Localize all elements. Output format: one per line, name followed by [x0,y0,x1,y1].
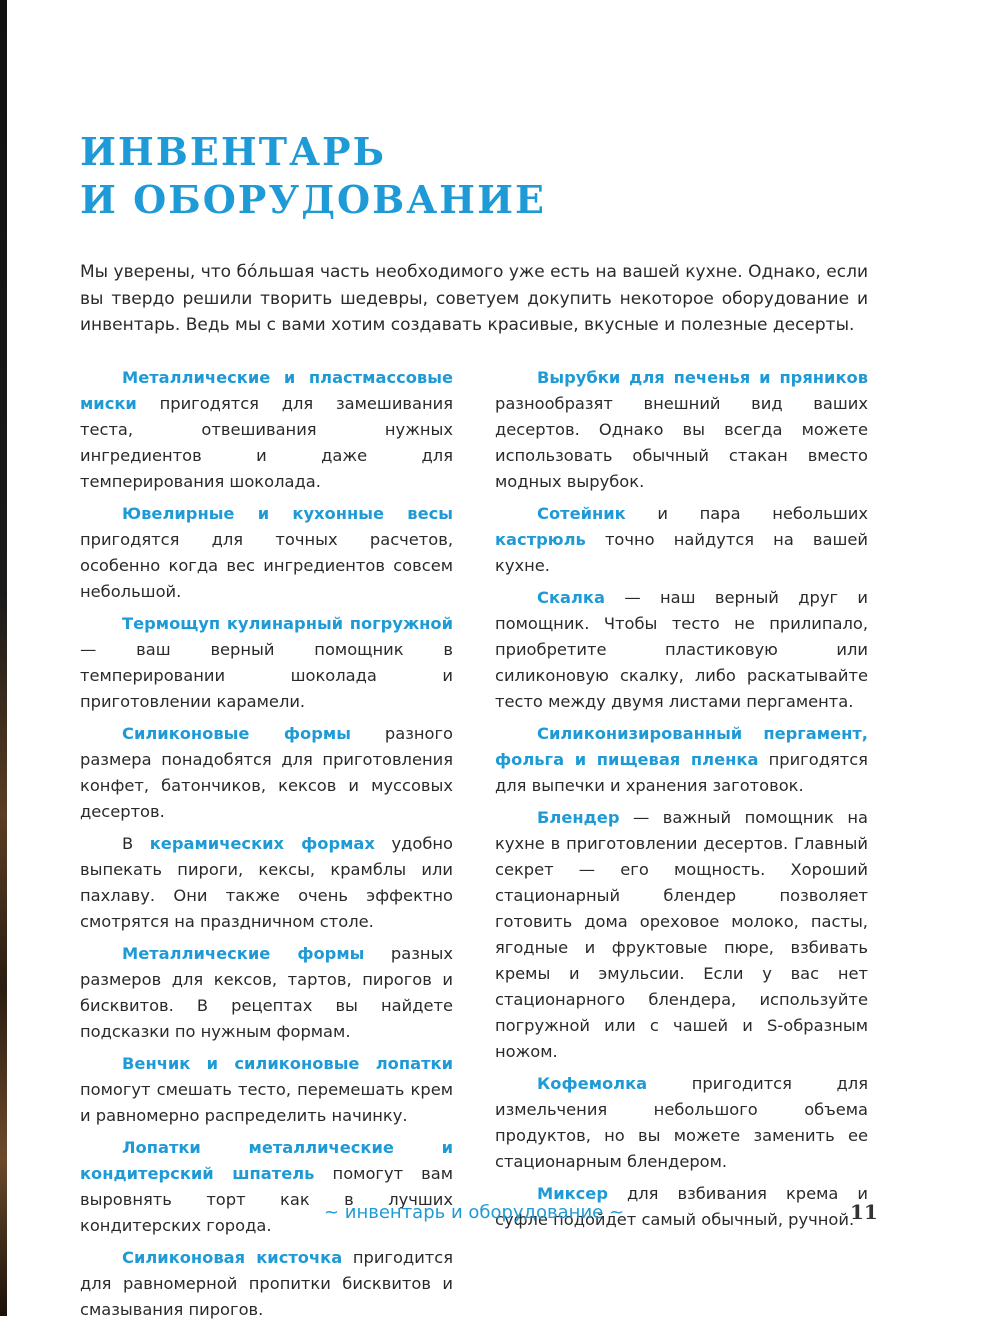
item-text: помогут вам выровнять торт как в лучших кондитерских города. [80,1164,453,1235]
item-term: керамических формах [149,834,375,853]
title-line-2: И ОБОРУДОВАНИЕ [80,177,546,222]
item-text: В [122,834,150,853]
item-text: пригодятся для замешивания теста, отвешивания нужных ингредиентов и даже для темперирования шоколада. [80,394,453,491]
item-text: пригодятся для выпечки и хранения заготовок. [495,750,868,795]
item-paragraph [495,585,868,715]
item-paragraph [80,721,453,825]
item-term: Ювелирные и кухонные весы [122,504,453,523]
page-number: 11 [850,1200,878,1224]
item-paragraph [80,501,453,605]
item-term: Силиконовые формы [122,724,351,743]
item-paragraph [495,805,868,1065]
item-text: точно найдутся на вашей кухне. [495,530,868,575]
item-term: Термощуп кулинарный погружной [122,614,453,633]
item-paragraph [495,365,868,495]
item-term: Венчик и силиконовые лопатки [122,1054,453,1073]
book-spine-edge [0,0,7,1316]
title-line-1: ИНВЕНТАРЬ [80,129,386,174]
item-text: разных размеров для кексов, тартов, пирогов и бисквитов. В рецептах вы найдете подсказки по нужным формам. [80,944,453,1041]
item-text: удобно выпекать пироги, кексы, крамблы или пахлаву. Они также очень эффектно смотрятся на праздничном столе. [80,834,453,931]
item-text: — наш верный друг и помощник. Чтобы тесто не прилипало, приобретите пластиковую или силиконовую скалку, либо раскатывайте тесто между двумя листами пергамента. [495,588,868,711]
item-paragraph [80,1245,453,1323]
item-paragraph [80,1135,453,1239]
item-paragraph [80,941,453,1045]
item-text: пригодится для измельчения небольшого объема продуктов, но вы можете заменить ее стационарным блендером. [495,1074,868,1171]
item-paragraph [80,365,453,495]
item-term: Лопатки металлические и кондитерский шпатель [80,1138,453,1183]
item-text: — ваш верный помощник в темперировании шоколада и приготовлении карамели. [80,640,453,711]
item-term: Сотейник [537,504,626,523]
item-text: и пара небольших [625,504,868,523]
item-paragraph [495,721,868,799]
item-paragraph [495,1071,868,1175]
item-text: разного размера понадобятся для приготовления конфет, батончиков, кексов и муссовых десертов. [80,724,454,821]
intro-paragraph: Мы уверены, что бóльшая часть необходимого уже есть на вашей кухне. Однако, если вы твердо решили творить шедевры, советуем докупить некоторое оборудование и инвентарь. Ведь мы с вами хотим создавать красивые, вкусные и полезные десерты. [80,262,868,335]
left-column [80,365,453,1329]
right-column [495,365,868,1239]
item-term: Скалка [537,588,605,607]
item-term: Кофемолка [537,1074,648,1093]
item-text: помогут смешать тесто, перемешать крем и равномерно распределить начинку. [80,1080,453,1125]
item-text: пригодятся для точных расчетов, особенно когда вес ингредиентов совсем небольшой. [80,530,453,601]
item-text: разнообразят внешний вид ваших десертов. Однако вы всегда можете использовать обычный стакан вместо модных вырубок. [495,394,868,491]
item-paragraph [80,831,453,935]
item-term: Металлические и пластмассовые миски [80,368,453,413]
item-paragraph [80,1051,453,1129]
item-text: — важный помощник на кухне в приготовлении десертов. Главный секрет — его мощность. Хороший стационарный блендер позволяет готовить дома ореховое молоко, пасты, ягодные и фруктовые пюре, взбивать кремы и эмульсии. Если у вас нет стационарного блендера, используйте погружной или с чашей и S-образным ножом. [495,808,868,1061]
item-term: Металлические формы [122,944,365,963]
item-term: Силиконизированный пергамент, фольга и пищевая пленка [495,724,868,769]
item-term: Силиконовая кисточка [122,1248,343,1267]
item-term: Блендер [537,808,620,827]
item-text: для взбивания крема и суфле подойдет самый обычный, ручной. [495,1184,868,1229]
item-term: Миксер [537,1184,609,1203]
running-title: ~ инвентарь и оборудование ~ [323,1202,625,1223]
item-paragraph [80,611,453,715]
item-paragraph [495,501,868,579]
item-text: пригодится для равномерной пропитки бисквитов и смазывания пирогов. [80,1248,453,1319]
item-term: Вырубки для печенья и пряников [537,368,868,387]
page-title [80,128,546,224]
item-term: кастрюль [495,530,586,549]
